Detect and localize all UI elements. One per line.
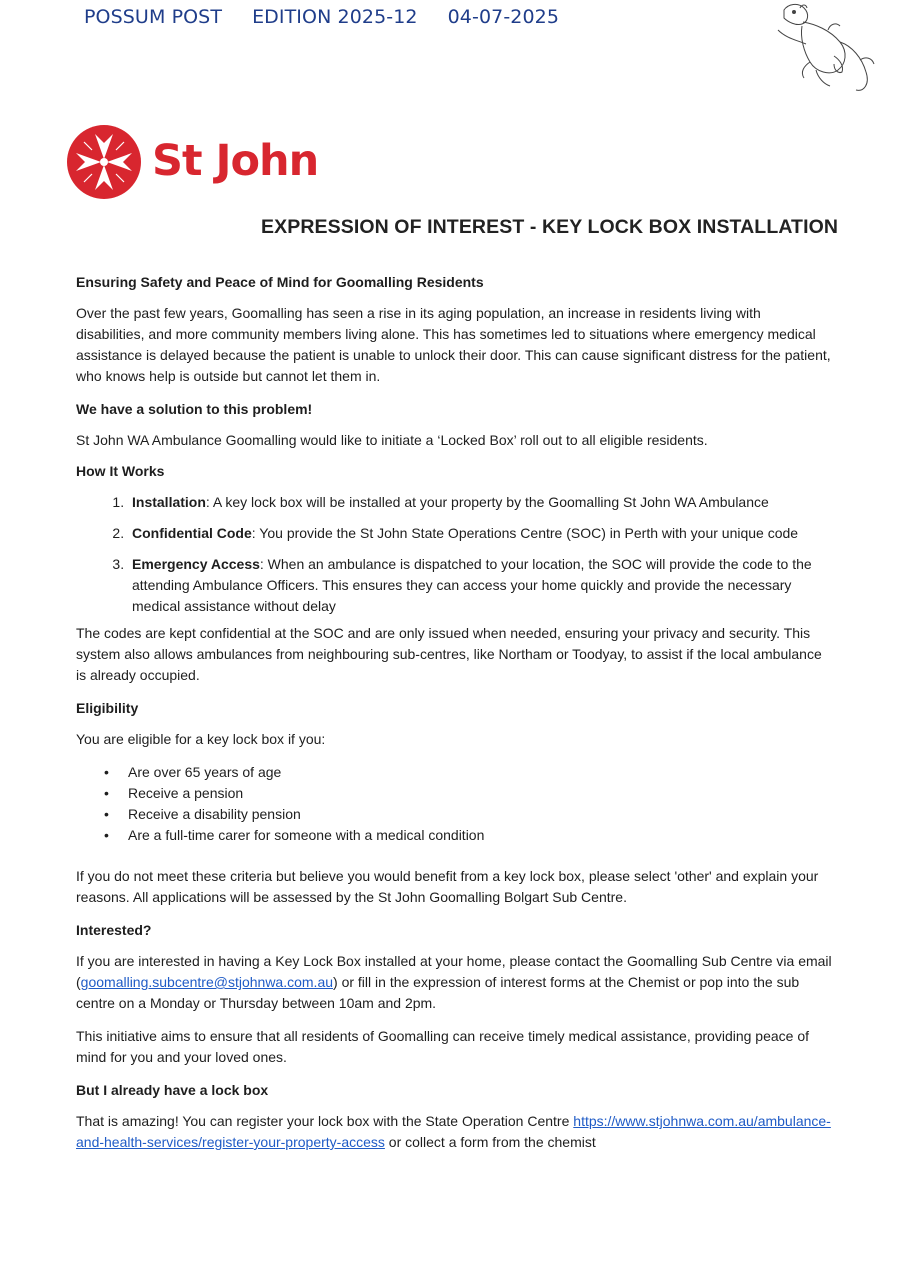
contact-text-end: ) or fill in the expression of interest forms at the Chemist or pop into the sub centre on a Monday or Thursday between 10am and 2pm.: [76, 974, 800, 1011]
para-contact: [76, 951, 832, 1014]
step-label: Installation: [132, 494, 206, 510]
heading-how-it-works: How It Works: [76, 463, 165, 479]
list-item: • Are over 65 years of age: [128, 762, 832, 783]
step-text: : A key lock box will be installed at your property by the Goomalling St John WA Ambulance: [205, 494, 769, 510]
list-item: [128, 554, 832, 617]
heading-interested: Interested?: [76, 922, 152, 938]
list-item: [128, 523, 832, 544]
list-item: [128, 492, 832, 513]
step-label: Emergency Access: [132, 556, 260, 572]
steps-list: [76, 492, 832, 617]
newsletter-header: [84, 6, 589, 28]
register-text: That is amazing! You can register your lock box with the State Operation Centre: [76, 1113, 574, 1129]
st-john-logo-text: St John: [152, 136, 319, 186]
register-link[interactable]: https://www.stjohnwa.com.au/ambulance-and-health-services/register-your-property-access: [76, 1113, 831, 1150]
edition-number: EDITION 2025-12: [252, 6, 418, 28]
heading-already-have: But I already have a lock box: [76, 1082, 269, 1098]
document-body: [76, 272, 832, 1163]
step-text: : You provide the St John State Operations Centre (SOC) in Perth with your unique code: [251, 525, 799, 541]
step-label: Confidential Code: [132, 525, 252, 541]
eligibility-list: [76, 762, 832, 846]
para-codes: The codes are kept confidential at the SOC and are only issued when needed, ensuring your privacy and security. This system also allows ambulances from neighbouring sub-centres, like Northam or Toodyay, to assist if the local ambulance is already occupied.: [76, 625, 822, 683]
step-text: : When an ambulance is dispatched to your location, the SOC will provide the code to the attending Ambulance Officers. This ensures they can access your home quickly and provide the necessary medical assistance without delay: [132, 556, 812, 614]
heading-safety: Ensuring Safety and Peace of Mind for Goomalling Residents: [76, 274, 484, 290]
para-eligibility-intro: You are eligible for a key lock box if you:: [76, 731, 326, 747]
heading-solution: We have a solution to this problem!: [76, 401, 313, 417]
email-link[interactable]: goomalling.subcentre@stjohnwa.com.au: [80, 974, 334, 990]
para-initiative: This initiative aims to ensure that all residents of Goomalling can receive timely medical assistance, providing peace of mind for you and your loved ones.: [76, 1028, 810, 1065]
page-title: EXPRESSION OF INTEREST - KEY LOCK BOX INSTALLATION: [261, 216, 839, 238]
list-item: • Receive a pension: [128, 783, 832, 804]
para-register: [76, 1111, 832, 1153]
maltese-cross-icon: [67, 125, 141, 199]
list-item: • Receive a disability pension: [128, 804, 832, 825]
edition-date: 04-07-2025: [447, 6, 560, 28]
heading-eligibility: Eligibility: [76, 700, 139, 716]
contact-text: If you are interested in having a Key Lock Box installed at your home, please contact the Goomalling Sub Centre via email (: [76, 953, 832, 990]
possum-sketch-icon: [770, 0, 880, 96]
para-solution: St John WA Ambulance Goomalling would like to initiate a ‘Locked Box’ roll out to all eligible residents.: [76, 432, 708, 448]
list-item: • Are a full-time carer for someone with a medical condition: [128, 825, 832, 846]
para-other-criteria: If you do not meet these criteria but believe you would benefit from a key lock box, please select 'other' and explain your reasons. All applications will be assessed by the St John Goomalling Bolgart Sub Centre.: [76, 868, 819, 905]
para-intro: Over the past few years, Goomalling has seen a rise in its aging population, an increase in residents living with disabilities, and more community members living alone. This has sometimes led to situations where emergency medical assistance is delayed because the patient is unable to unlock their door. This can cause significant distress for the patient, who knows help is outside but cannot let them in.: [76, 305, 831, 384]
register-text-end: or collect a form from the chemist: [384, 1134, 596, 1150]
publication-name: POSSUM POST: [84, 6, 223, 28]
